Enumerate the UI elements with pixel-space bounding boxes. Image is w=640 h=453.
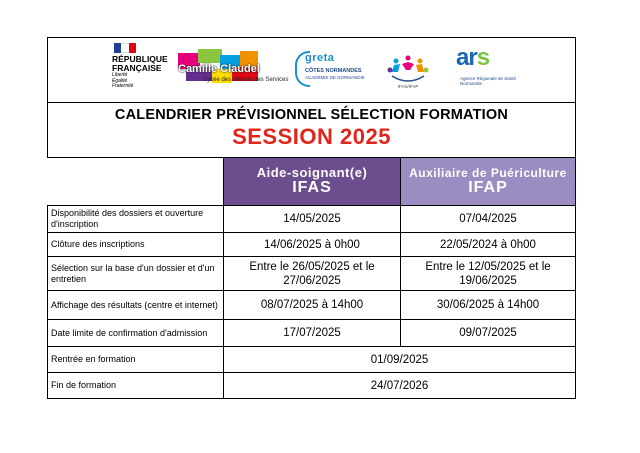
ifap-value: 07/04/2025 xyxy=(401,206,576,233)
ifap-header xyxy=(401,158,576,206)
ifas-ifap-logo xyxy=(380,52,436,94)
ifas-ifap-caption: IFAS/IFAP xyxy=(397,84,419,89)
republique-line1: RÉPUBLIQUE xyxy=(112,54,168,64)
session-title: SESSION 2025 xyxy=(232,124,391,149)
table-row xyxy=(48,347,576,373)
table-row xyxy=(48,233,576,257)
camille-claudel-sub: Lycée des Métiers des Services xyxy=(204,77,289,83)
row-label: Clôture des inscriptions xyxy=(48,233,224,257)
ifas-header-name: Aide-soignant(e) xyxy=(256,165,368,180)
table-row xyxy=(48,291,576,320)
republique-motto-2: Égalité xyxy=(112,77,128,84)
republique-motto-1: Liberté xyxy=(112,72,128,78)
row-label: Date limite de confirmation d'admission xyxy=(48,320,224,347)
ifap-header-name: Auxiliaire de Puériculture xyxy=(409,165,567,180)
ifap-value: 09/07/2025 xyxy=(401,320,576,347)
republique-motto-3: Fraternité xyxy=(112,83,134,89)
republique-francaise-logo xyxy=(112,43,174,90)
table-row xyxy=(48,257,576,291)
table-row xyxy=(48,320,576,347)
row-label: Disponibilité des dossiers et ouverture d'inscription xyxy=(48,206,224,233)
ars-word: ars xyxy=(456,44,490,71)
ifas-value: Entre le 26/05/2025 et le 27/06/2025 xyxy=(224,257,401,291)
ifap-value: 30/06/2025 à 14h00 xyxy=(401,291,576,320)
row-label: Rentrée en formation xyxy=(48,347,224,373)
greta-line2: ACADÉMIE DE NORMANDIE xyxy=(305,75,365,80)
row-label: Affichage des résultats (centre et internet) xyxy=(48,291,224,320)
camille-claudel-logo xyxy=(178,49,289,93)
ars-logo xyxy=(454,44,524,92)
header-blank-cell xyxy=(48,158,224,206)
ifap-value: Entre le 12/05/2025 et le 19/06/2025 xyxy=(401,257,576,291)
republique-line2: FRANÇAISE xyxy=(112,63,162,73)
ifas-header xyxy=(224,158,401,206)
calendar-table xyxy=(47,157,576,399)
title-box xyxy=(47,102,576,158)
page-title: CALENDRIER PRÉVISIONNEL SÉLECTION FORMATION xyxy=(114,107,509,123)
greta-line1: CÔTES NORMANDES xyxy=(305,68,362,74)
table-row xyxy=(48,373,576,399)
greta-logo xyxy=(295,51,375,87)
ifas-value: 14/05/2025 xyxy=(224,206,401,233)
row-label: Sélection sur la base d'un dossier et d'un entretien xyxy=(48,257,224,291)
logo-band xyxy=(47,37,576,103)
row-label: Fin de formation xyxy=(48,373,224,399)
people-circle-icon xyxy=(380,52,436,84)
ifap-value: 22/05/2024 à 0h00 xyxy=(401,233,576,257)
ifas-value: 14/06/2025 à 0h00 xyxy=(224,233,401,257)
header-row xyxy=(48,158,576,206)
french-flag-icon xyxy=(114,43,136,53)
ifas-value: 08/07/2025 à 14h00 xyxy=(224,291,401,320)
ifas-value: 17/07/2025 xyxy=(224,320,401,347)
ars-caption: Agence Régionale de Santé Normandie xyxy=(460,76,517,86)
ifas-header-abbr: IFAS xyxy=(292,179,332,196)
ifap-header-abbr: IFAP xyxy=(468,178,508,196)
camille-claudel-name: Camille Claudel xyxy=(178,63,260,75)
merged-value: 01/09/2025 xyxy=(224,347,576,373)
table-row xyxy=(48,206,576,233)
merged-value: 24/07/2026 xyxy=(224,373,576,399)
greta-word: greta xyxy=(305,52,335,64)
